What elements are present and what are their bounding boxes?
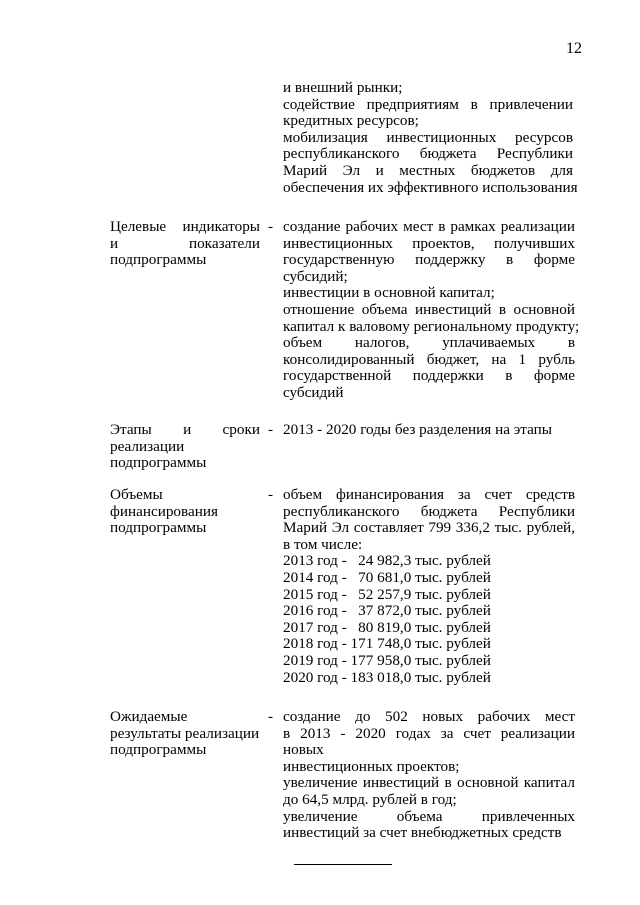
value-line: инвестиционных проектов; xyxy=(283,757,460,775)
text-line: республиканского бюджета Республики xyxy=(283,145,573,163)
label-line: реализации xyxy=(110,437,185,455)
year-amount-line: 2016 год - 37 872,0 тыс. рублей xyxy=(283,602,491,620)
label-line: Ожидаемые xyxy=(110,708,188,725)
value-line: государственной поддержки в форме xyxy=(283,367,575,385)
label-line: подпрограммы xyxy=(110,454,207,472)
label-line: подпрограммы xyxy=(110,251,207,269)
separator-dash: - xyxy=(268,708,274,725)
separator-dash: - xyxy=(268,486,274,503)
value-line: объем налогов, уплачиваемых в xyxy=(283,334,575,352)
page-number: 12 xyxy=(566,40,582,57)
section-label xyxy=(110,487,260,537)
year-amount-line: 2017 год - 80 819,0 тыс. рублей xyxy=(283,618,491,636)
value-line: отношение объема инвестиций в основной xyxy=(283,300,575,318)
section-label xyxy=(110,422,260,472)
value-line: 2013 - 2020 годы без разделения на этапы xyxy=(283,421,552,438)
value-line: республиканского бюджета Республики xyxy=(283,502,575,520)
text-line: кредитных ресурсов; xyxy=(283,112,419,130)
value-line: увеличение объема привлеченных xyxy=(283,807,575,825)
section-label xyxy=(110,709,260,759)
value-line: в 2013 - 2020 годах за счет реализации новых xyxy=(283,724,575,759)
value-line: субсидий xyxy=(283,383,344,401)
separator-dash: - xyxy=(268,218,274,235)
continuation-text xyxy=(283,79,578,196)
section-label xyxy=(110,219,260,269)
value-line: до 64,5 млрд. рублей в год; xyxy=(283,790,457,808)
label-line: результаты реализации xyxy=(110,724,260,742)
label-line: Объемы xyxy=(110,486,163,503)
year-amount-line: 2014 год - 70 681,0 тыс. рублей xyxy=(283,568,491,586)
label-line: и показатели xyxy=(110,234,260,252)
value-line: Марий Эл составляет 799 336,2 тыс. рублей, xyxy=(283,519,575,537)
text-line: и внешний рынки; xyxy=(283,79,403,96)
section-value xyxy=(283,487,575,686)
value-line: консолидированный бюджет, на 1 рубль xyxy=(283,350,575,368)
label-line: подпрограммы xyxy=(110,741,207,759)
year-amount-line: 2020 год - 183 018,0 тыс. рублей xyxy=(283,668,491,686)
section-value xyxy=(283,709,575,842)
value-line: капитал к валовому региональному продукту; xyxy=(283,317,580,335)
value-line: инвестиции в основной капитал; xyxy=(283,284,495,302)
value-line: инвестиций за счет внебюджетных средств xyxy=(283,824,562,842)
label-line: Целевые индикаторы xyxy=(110,218,260,235)
text-line: обеспечения их эффективного использования xyxy=(283,178,578,196)
footer-rule xyxy=(294,864,392,865)
year-amount-line: 2018 год - 171 748,0 тыс. рублей xyxy=(283,635,491,653)
value-line: в том числе: xyxy=(283,535,363,553)
year-amount-line: 2019 год - 177 958,0 тыс. рублей xyxy=(283,651,491,669)
value-line: создание рабочих мест в рамках реализации xyxy=(283,218,575,235)
separator-dash: - xyxy=(268,421,274,438)
value-line: объем финансирования за счет средств xyxy=(283,486,575,503)
label-line: подпрограммы xyxy=(110,519,207,537)
section-value xyxy=(283,422,575,439)
value-line: инвестиционных проектов, получивших xyxy=(283,234,575,252)
year-amount-line: 2013 год - 24 982,3 тыс. рублей xyxy=(283,552,491,570)
value-line: увеличение инвестиций в основной капитал xyxy=(283,774,575,792)
value-line: субсидий; xyxy=(283,267,348,285)
year-amount-line: 2015 год - 52 257,9 тыс. рублей xyxy=(283,585,491,603)
label-line: финансирования xyxy=(110,502,218,520)
label-line: Этапы и сроки xyxy=(110,421,260,438)
text-line: содействие предприятиям в привлечении xyxy=(283,95,573,113)
value-line: создание до 502 новых рабочих мест xyxy=(283,708,575,725)
text-line: мобилизация инвестиционных ресурсов xyxy=(283,128,573,146)
value-line: государственную поддержку в форме xyxy=(283,251,575,269)
section-value xyxy=(283,218,580,402)
text-line: Марий Эл и местных бюджетов для xyxy=(283,161,573,179)
